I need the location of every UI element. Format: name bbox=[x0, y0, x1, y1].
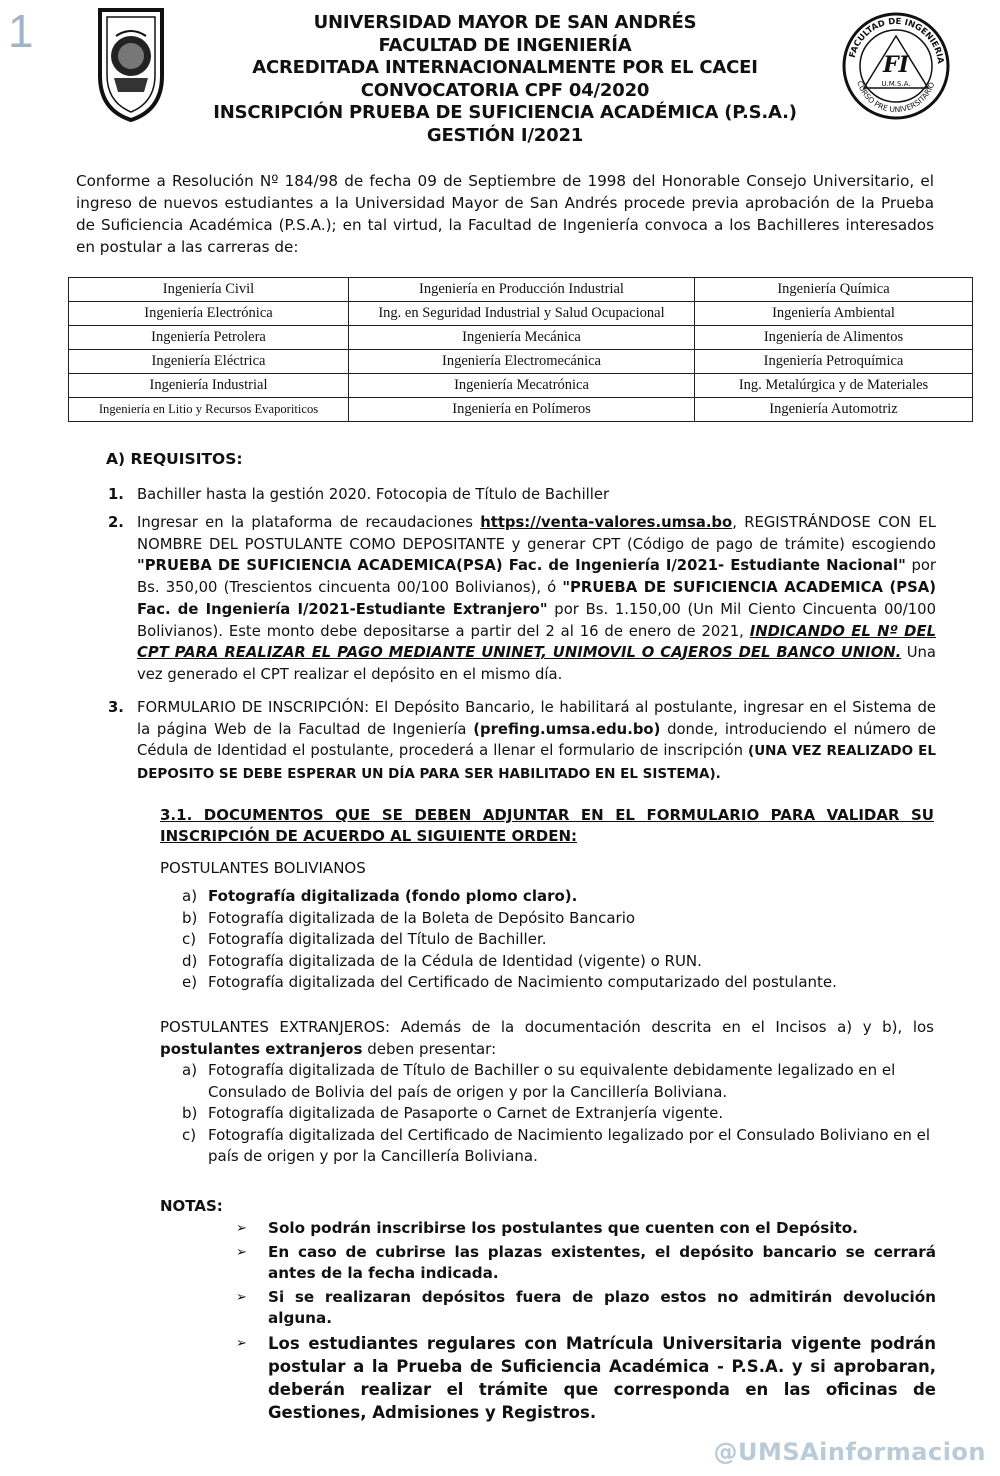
career-cell: Ingeniería Mecánica bbox=[349, 326, 695, 350]
requirement-text bbox=[137, 512, 936, 686]
registration-site-link[interactable]: (prefing.umsa.edu.bo) bbox=[473, 720, 661, 738]
arrow-bullet-icon: ➢ bbox=[236, 1335, 247, 1351]
item-marker: b) bbox=[182, 1104, 198, 1122]
header-title: INSCRIPCIÓN PRUEBA DE SUFICIENCIA ACADÉMICA (P.S.A.) bbox=[213, 102, 797, 123]
careers-table bbox=[68, 277, 973, 422]
notes-heading: NOTAS: bbox=[160, 1197, 223, 1215]
page-number: 1 bbox=[8, 5, 34, 57]
bolivian-applicants-heading: POSTULANTES BOLIVIANOS bbox=[160, 859, 366, 877]
svg-text:FI: FI bbox=[883, 52, 909, 78]
requirement-number: 2. bbox=[108, 514, 124, 531]
career-cell: Ingeniería Electrónica bbox=[69, 302, 349, 326]
career-cell: Ingeniería Petroquímica bbox=[695, 350, 973, 374]
section-requirements-heading: A) REQUISITOS: bbox=[106, 450, 243, 468]
payment-platform-link[interactable]: https://venta-valores.umsa.bo bbox=[480, 514, 733, 531]
header-accreditation: ACREDITADA INTERNACIONALMENTE POR EL CACEI bbox=[252, 57, 758, 78]
header-university: UNIVERSIDAD MAYOR DE SAN ANDRÉS bbox=[313, 12, 697, 33]
item-text: Fotografía digitalizada del Certificado de Nacimiento legalizado por el Consulado Boliviano en el país de origen y por la Cancillería Boliviana. bbox=[208, 1125, 931, 1165]
text-run: donde, introduciendo el número de Cédula de Identidad el postulante, procederá a llenar el formulario de inscripción bbox=[137, 720, 936, 760]
bolivian-documents-list bbox=[182, 886, 934, 994]
university-seal-logo bbox=[92, 6, 170, 124]
item-marker: b) bbox=[182, 908, 198, 927]
item-text: Fotografía digitalizada de Título de Bachiller o su equivalente debidamente legalizado en el Consulado de Bolivia del país de origen y por la Cancillería Boliviana. bbox=[208, 1061, 896, 1101]
item-marker: a) bbox=[182, 1061, 198, 1079]
text-run: deben presentar: bbox=[362, 1040, 497, 1058]
table-row bbox=[69, 398, 973, 422]
item-marker: a) bbox=[182, 887, 198, 905]
foreign-applicants-label: postulantes extranjeros bbox=[160, 1040, 363, 1058]
note-item bbox=[236, 1242, 936, 1285]
career-cell: Ingeniería Automotriz bbox=[695, 398, 973, 422]
header-call: CONVOCATORIA CPF 04/2020 bbox=[360, 79, 650, 101]
career-cell: Ingeniería en Producción Industrial bbox=[349, 278, 695, 302]
table-row bbox=[69, 278, 973, 302]
note-item bbox=[236, 1332, 936, 1424]
requirement-text: Bachiller hasta la gestión 2020. Fotocopia de Título de Bachiller bbox=[137, 486, 610, 503]
requirement-text bbox=[137, 697, 936, 786]
intro-paragraph: Conforme a Resolución Nº 184/98 de fecha 09 de Septiembre de 1998 del Honorable Consejo Universitario, el ingreso de nuevos estudiantes a la Universidad Mayor de San Andrés procede previa aprobación de la Prueba de Suficiencia Académica (P.S.A.); en tal virtud, la Facultad de Ingeniería convoca a los Bachilleres interesados en postular a las carreras de: bbox=[76, 172, 934, 256]
svg-text:CURSO PRE UNIVERSITARIO: CURSO PRE UNIVERSITARIO bbox=[855, 79, 937, 115]
note-text: En caso de cubrirse las plazas existentes, el depósito bancario se cerrará antes de la fecha indicada. bbox=[268, 1242, 936, 1282]
svg-text:FACULTAD DE INGENIERIA: FACULTAD DE INGENIERIA bbox=[847, 16, 946, 65]
item-text: Fotografía digitalizada del Título de Bachiller. bbox=[208, 930, 547, 948]
foreign-option: "PRUEBA DE SUFICIENCIA ACADEMICA (PSA) Fac. de Ingeniería I/2021-Estudiante Extranjero" bbox=[137, 579, 936, 618]
table-row bbox=[69, 350, 973, 374]
career-cell: Ingeniería en Litio y Recursos Evaporiticos bbox=[69, 398, 349, 422]
table-row bbox=[69, 326, 973, 350]
item-marker: c) bbox=[182, 1125, 197, 1144]
item-text: Fotografía digitalizada de la Cédula de Identidad (vigente) o RUN. bbox=[208, 951, 702, 970]
foreign-applicants-intro bbox=[160, 1016, 934, 1060]
career-cell: Ingeniería Petrolera bbox=[69, 326, 349, 350]
career-cell: Ingeniería de Alimentos bbox=[695, 326, 973, 350]
note-item bbox=[236, 1287, 936, 1330]
career-cell: Ingeniería Industrial bbox=[69, 374, 349, 398]
list-item bbox=[182, 929, 934, 951]
item-marker: e) bbox=[182, 973, 198, 991]
list-item bbox=[182, 1060, 934, 1103]
career-cell: Ingeniería Mecatrónica bbox=[349, 374, 695, 398]
requirement-number: 1. bbox=[108, 486, 124, 503]
career-cell: Ingeniería Civil bbox=[69, 278, 349, 302]
documents-subsection-title: 3.1. DOCUMENTOS QUE SE DEBEN ADJUNTAR EN EL FORMULARIO PARA VALIDAR SU INSCRIPCIÓN DE ACUERDO AL SIGUIENTE ORDEN: bbox=[160, 806, 934, 845]
list-item bbox=[182, 886, 934, 908]
national-option: "PRUEBA DE SUFICIENCIA ACADEMICA(PSA) Fac. de Ingeniería I/2021- Estudiante Nacional" bbox=[137, 557, 906, 575]
list-item bbox=[182, 908, 934, 930]
requirement-3 bbox=[108, 697, 936, 786]
arrow-bullet-icon: ➢ bbox=[236, 1289, 247, 1305]
text-run: Una vez generado el CPT realizar el depósito en el mismo día. bbox=[137, 644, 936, 683]
text-run: , REGISTRÁNDOSE CON EL NOMBRE DEL POSTULANTE COMO DEPOSITANTE y generar CPT (Código de pago de trámite) escogiendo bbox=[137, 514, 936, 553]
text-run: POSTULANTES EXTRANJEROS: Además de la documentación descrita en el Incisos a) y b), los bbox=[160, 1018, 934, 1036]
arrow-bullet-icon: ➢ bbox=[236, 1221, 247, 1236]
career-cell: Ingeniería en Polímeros bbox=[349, 398, 695, 422]
header-term: GESTIÓN I/2021 bbox=[426, 124, 584, 146]
note-text: Los estudiantes regulares con Matrícula Universitaria vigente podrán postular a la Prueba de Suficiencia Académica - P.S.A. y si aprobaran, deberán realizar el trámite que corresponda en las oficinas de Gestiones, Admisiones y Registros. bbox=[268, 1333, 936, 1422]
list-item bbox=[182, 951, 934, 973]
item-text: Fotografía digitalizada (fondo plomo claro). bbox=[208, 887, 578, 905]
note-text: Solo podrán inscribirse los postulantes que cuenten con el Depósito. bbox=[268, 1219, 858, 1237]
item-marker: d) bbox=[182, 951, 198, 970]
item-marker: c) bbox=[182, 930, 197, 948]
text-run: por Bs. 1.150,00 (Un Mil Ciento Cincuenta 00/100 Bolivianos). Este monto debe depositarse a partir del 2 al 16 de enero de 2021, bbox=[137, 600, 936, 640]
header-faculty: FACULTAD DE INGENIERÍA bbox=[378, 34, 632, 56]
item-text: Fotografía digitalizada de Pasaporte o Carnet de Extranjería vigente. bbox=[208, 1104, 724, 1122]
requirement-number: 3. bbox=[108, 699, 124, 716]
table-row bbox=[69, 302, 973, 326]
career-cell: Ingeniería Química bbox=[695, 278, 973, 302]
text-run: FORMULARIO DE INSCRIPCIÓN: El Depósito Bancario, le habilitará al postulante, ingresar en el Sistema de la página Web de la Facultad de Ingeniería bbox=[137, 699, 936, 738]
list-item bbox=[182, 1103, 934, 1125]
item-text: Fotografía digitalizada del Certificado de Nacimiento computarizado del postulante. bbox=[208, 973, 837, 991]
career-cell: Ing. en Seguridad Industrial y Salud Ocupacional bbox=[349, 302, 695, 326]
faculty-seal-logo bbox=[840, 10, 952, 122]
table-row bbox=[69, 374, 973, 398]
requirement-1 bbox=[108, 484, 936, 506]
list-item bbox=[182, 1125, 934, 1168]
requirement-2 bbox=[108, 512, 936, 686]
svg-text:U.M.S.A.: U.M.S.A. bbox=[881, 80, 911, 88]
note-item bbox=[236, 1218, 936, 1240]
notes-list bbox=[236, 1218, 936, 1426]
document-header bbox=[180, 12, 830, 147]
list-item bbox=[182, 972, 934, 994]
text-run: Ingresar en la plataforma de recaudaciones bbox=[137, 514, 481, 531]
career-cell: Ingeniería Electromecánica bbox=[349, 350, 695, 374]
note-text: Si se realizaran depósitos fuera de plazo estos no admitirán devolución alguna. bbox=[268, 1287, 936, 1327]
career-cell: Ingeniería Ambiental bbox=[695, 302, 973, 326]
text-run: por Bs. 350,00 (Trescientos cincuenta 00/100 Bolivianos), ó bbox=[137, 557, 937, 597]
payment-warning: INDICANDO EL Nº DEL CPT PARA REALIZAR EL PAGO MEDIANTE UNINET, UNIMOVIL O CAJEROS DEL BANCO UNION. bbox=[137, 622, 936, 662]
activation-note: (UNA VEZ REALIZADO EL DEPOSITO SE DEBE ESPERAR UN DÍA PARA SER HABILITADO EN EL SISTEMA). bbox=[137, 743, 936, 783]
arrow-bullet-icon: ➢ bbox=[236, 1244, 247, 1260]
watermark-handle: @UMSAinformacion bbox=[713, 1438, 986, 1466]
career-cell: Ing. Metalúrgica y de Materiales bbox=[695, 374, 973, 398]
foreign-documents-list bbox=[182, 1060, 934, 1168]
career-cell: Ingeniería Eléctrica bbox=[69, 350, 349, 374]
item-text: Fotografía digitalizada de la Boleta de Depósito Bancario bbox=[208, 908, 636, 927]
